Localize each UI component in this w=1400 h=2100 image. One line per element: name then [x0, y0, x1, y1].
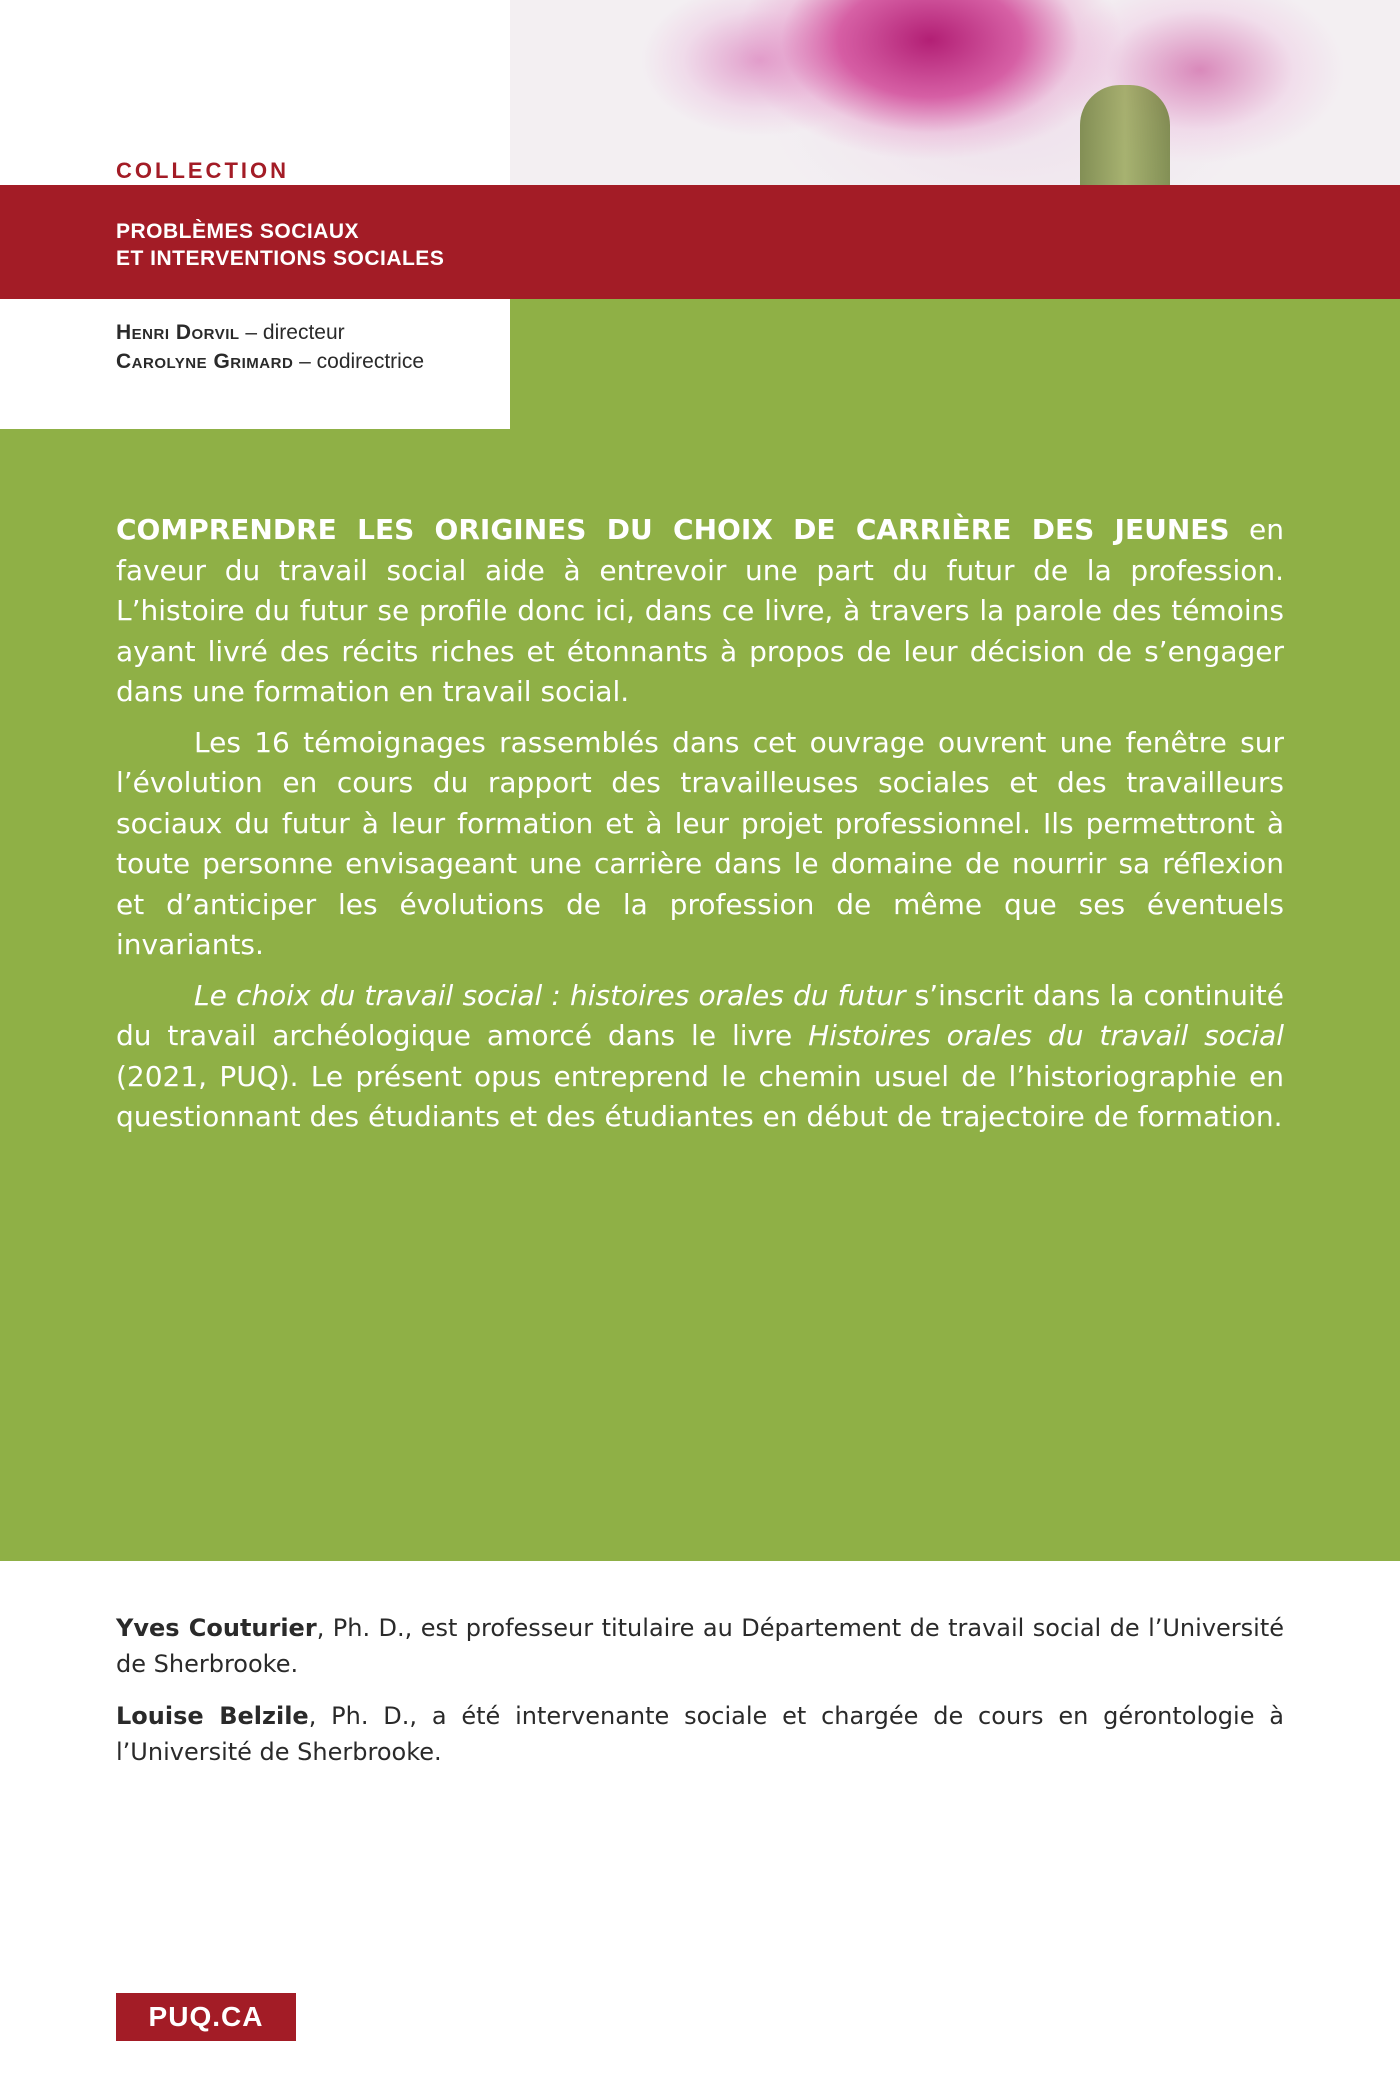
description-p3-rest: (2021, PUQ). Le présent opus entreprend le chemin usuel de l’historiographie en questionnant des étudiants et des étudiantes en début de trajectoire de formation. [116, 1059, 1284, 1133]
description-p1-text: en faveur du travail social aide à entrevoir une part du futur de la profession. L’histoire du futur se profile donc ici, dans ce livre, à travers la parole des témoins ayant livré des récits riches et étonnants à propos de leur décision de s’engager dans une formation en travail social. [116, 513, 1284, 708]
related-book-title: Histoires orales du travail social [808, 1019, 1285, 1052]
description-paragraph-3 [116, 976, 1284, 1138]
author-bio [116, 1698, 1284, 1770]
director-line [116, 319, 345, 347]
author-bio-text: , Ph. D., a été intervenante sociale et chargée de cours en gérontologie à l’Université de Sherbrooke. [116, 1702, 1284, 1766]
book-title: Le choix du travail social : histoires orales du futur [194, 978, 906, 1012]
series-title-line-2: ET INTERVENTIONS SOCIALES [116, 247, 445, 270]
book-description [116, 510, 1284, 1148]
description-paragraph-2: Les 16 témoignages rassemblés dans cet ouvrage ouvrent une fenêtre sur l’évolution en cours du rapport des travailleuses sociales et des travailleurs sociaux du futur à leur formation et à leur projet professionnel. Ils permettront à toute personne envisageant une carrière dans le domaine de nourrir sa réflexion et d’anticiper les évolutions de la profession de même que ses éventuels invariants. [116, 725, 1284, 961]
author-name: Louise Belzile [116, 1702, 309, 1730]
flower-stem [1080, 85, 1170, 185]
description-p3-mid: s’inscrit dans la continuité du travail archéologique amorcé dans le livre [116, 978, 1285, 1052]
directors-box [0, 299, 510, 429]
director-name: Henri Dorvil [116, 321, 240, 344]
author-bios [116, 1610, 1284, 1786]
codirector-name: Carolyne Grimard [116, 350, 294, 373]
director-role: – directeur [239, 321, 345, 344]
author-name: Yves Couturier [116, 1614, 317, 1642]
watercolor-flower-image [510, 0, 1400, 185]
series-title [116, 218, 444, 272]
description-paragraph-1 [116, 510, 1284, 713]
codirector-role: – codirectrice [293, 350, 425, 373]
publisher-website: PUQ.CA [116, 1993, 296, 2041]
description-lead: COMPRENDRE LES ORIGINES DU CHOIX DE CARRIÈRE DES JEUNES [116, 513, 1230, 546]
codirector-line [116, 348, 424, 376]
collection-label: COLLECTION [116, 158, 289, 183]
author-bio [116, 1610, 1284, 1682]
series-band [0, 185, 1400, 299]
series-title-line-1: PROBLÈMES SOCIAUX [116, 220, 360, 243]
author-bio-text: , Ph. D., est professeur titulaire au Département de travail social de l’Université de Sherbrooke. [116, 1614, 1284, 1678]
